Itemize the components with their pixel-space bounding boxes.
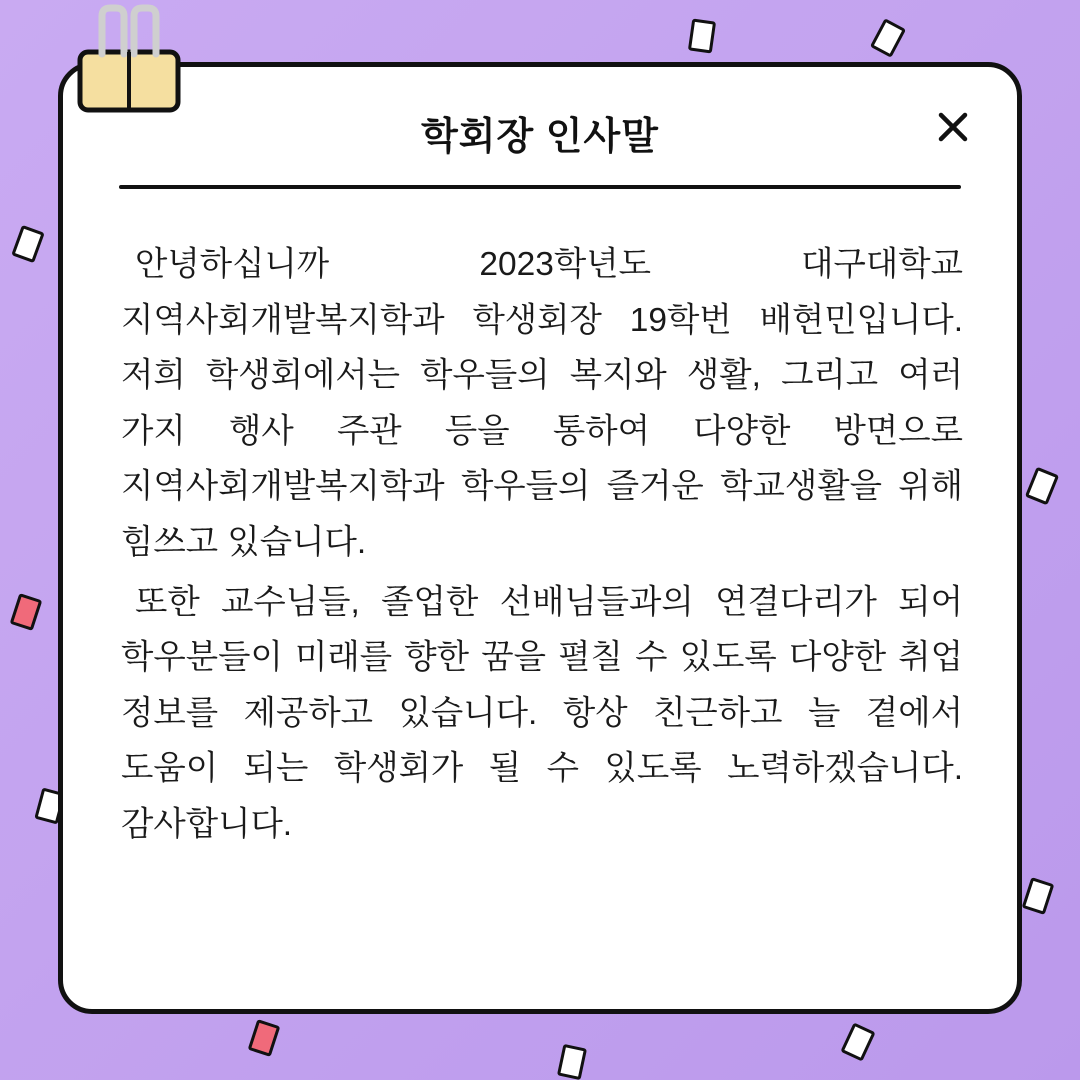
greeting-body [121, 237, 963, 969]
page-title: 학회장 인사말 [421, 116, 659, 158]
greeting-paragraph-2: 또한 교수님들, 졸업한 선배님들과의 연결다리가 되어 학우분들이 미래를 향한 꿈을 펼칠 수 있도록 다양한 취업 정보를 제공하고 있습니다. 항상 친근하고 늘 곁에서 도움이 되는 학생회가 될 수 있도록 노력하겠습니다. 감사합니다. [121, 583, 963, 844]
greeting-paragraph-1: 안녕하십니까 2023학년도 대구대학교 지역사회개발복지학과 학생회장 19학번 배현민입니다. 저희 학생회에서는 학우들의 복지와 생활, 그리고 여러 가지 행사 주관 등을 통하여 다양한 방면으로 지역사회개발복지학과 학우들의 즐거운 학교생활을 위해 힘쓰고 있습니다. [121, 246, 963, 562]
card-header [63, 67, 1017, 187]
header-divider [119, 185, 961, 189]
binder-clip-icon [76, 0, 182, 130]
greeting-card [58, 62, 1022, 1014]
close-icon[interactable] [933, 107, 973, 147]
confetti-piece [688, 18, 716, 53]
